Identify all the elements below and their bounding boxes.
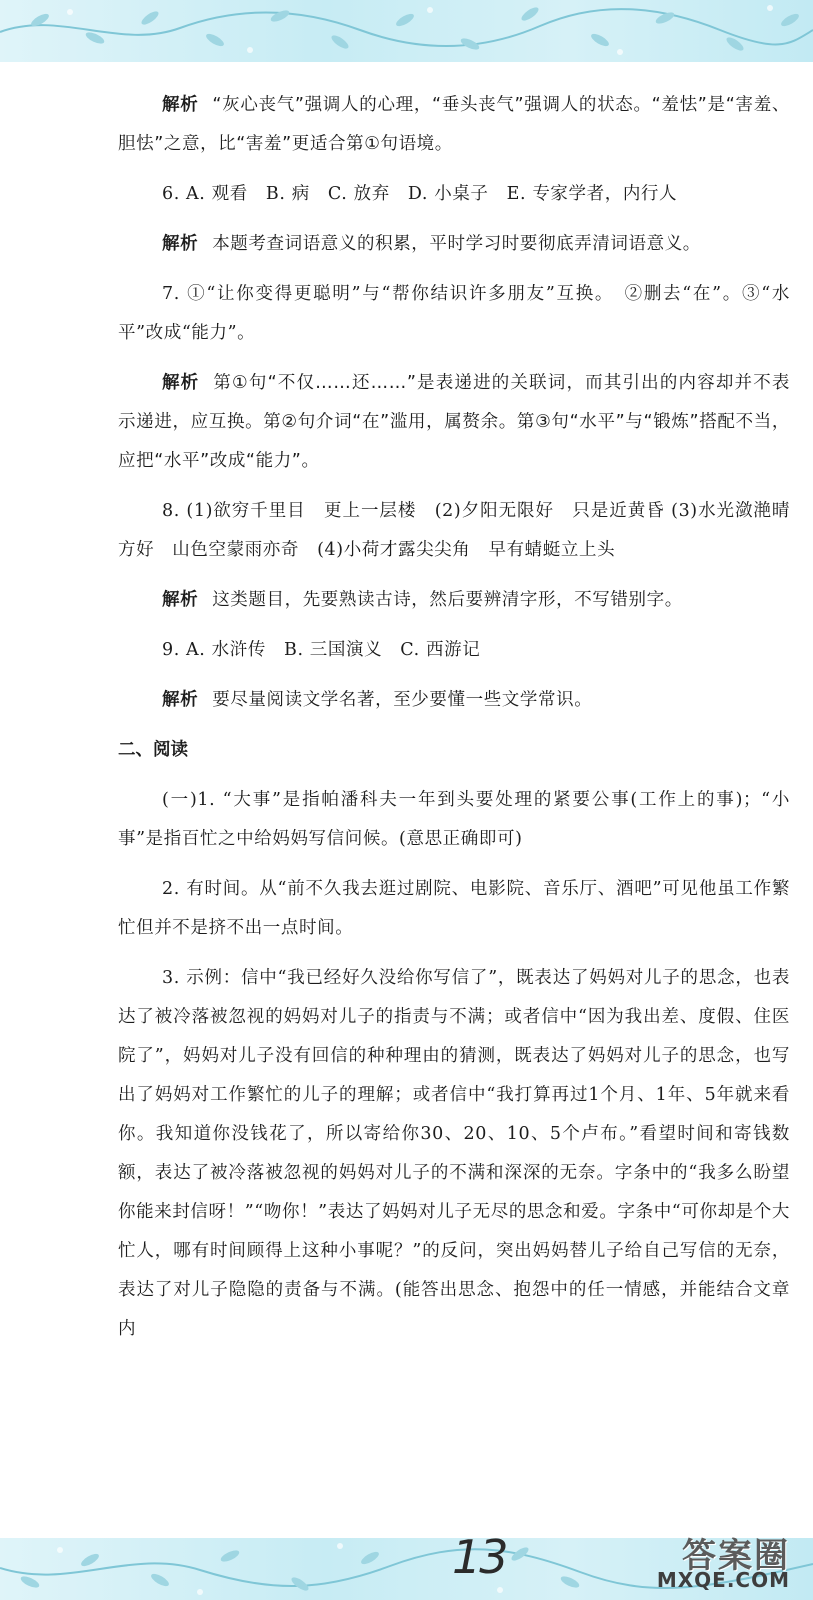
answer-8: 8. (1)欲穷千里目 更上一层楼 (2)夕阳无限好 只是近黄昏 (3)水光潋滟晴方好 山色空蒙雨亦奇 (4)小荷才露尖尖角 早有蜻蜓立上头 xyxy=(118,501,790,560)
analysis-label: 解析 xyxy=(162,95,199,115)
watermark xyxy=(598,1528,798,1598)
answer-6: 6. A. 观看 B. 病 C. 放弃 D. 小桌子 E. 专家学者，内行人 xyxy=(162,184,678,204)
analysis-paragraph xyxy=(118,681,790,720)
reading-answer-3: 3. 示例：信中“我已经好久没给你写信了”，既表达了妈妈对儿子的思念，也表达了被冷落被忽视的妈妈对儿子的指责与不满；或者信中“因为我出差、度假、住医院了”，妈妈对儿子没有回信的种种理由的猜测，既表达了妈妈对儿子的思念，也写出了妈妈对工作繁忙的儿子的理解；或者信中“我打算再过1个月、1年、5年就来看你。我知道你没钱花了，所以寄给你30、20、10、5个卢布。”看望时间和寄钱数额，表达了被冷落被忽视的妈妈对儿子的不满和深深的无奈。字条中的“我多么盼望你能来封信呀！”“吻你！”表达了妈妈对儿子无尽的思念和爱。字条中“可你却是个大忙人，哪有时间顾得上这种小事呢？”的反问，突出妈妈替儿子给自己写信的无奈，表达了对儿子隐隐的责备与不满。(能答出思念、抱怨中的任一情感，并能结合文章内 xyxy=(118,968,790,1339)
analysis-text: 这类题目，先要熟读古诗，然后要辨清字形，不写错别字。 xyxy=(212,590,683,610)
analysis-paragraph xyxy=(118,225,790,264)
top-decorative-border xyxy=(0,0,813,62)
analysis-paragraph xyxy=(0,86,790,164)
analysis-label: 解析 xyxy=(162,373,200,393)
analysis-label: 解析 xyxy=(162,590,199,610)
vine-pattern-top xyxy=(0,0,813,62)
answer-7: 7. ①“让你变得更聪明”与“帮你结识许多朋友”互换。 ②删去“在”。③“水平”改成“能力”。 xyxy=(118,284,790,343)
page-number: 13 xyxy=(452,1530,507,1584)
analysis-label: 解析 xyxy=(162,234,199,254)
reading-answer-2: 2. 有时间。从“前不久我去逛过剧院、电影院、音乐厅、酒吧”可见他虽工作繁忙但并不是挤不出一点时间。 xyxy=(118,879,790,938)
analysis-text: 第①句“不仅……还……”是表递进的关联词，而其引出的内容却并不表示递进，应互换。第②句介词“在”滥用，属赘余。第③句“水平”与“锻炼”搭配不当，应把“水平”改成“能力”。 xyxy=(118,373,790,471)
analysis-text: “灰心丧气”强调人的心理，“垂头丧气”强调人的状态。“羞怯”是“害羞、胆怯”之意，比“害羞”更适合第①句语境。 xyxy=(118,95,790,154)
analysis-label: 解析 xyxy=(162,690,199,710)
reading-answer-1: (一)1. “大事”是指帕潘科夫一年到头要处理的紧要公事(工作上的事)；“小事”是指百忙之中给妈妈写信问候。(意思正确即可) xyxy=(118,790,790,849)
analysis-text: 要尽量阅读文学名著，至少要懂一些文学常识。 xyxy=(212,690,593,710)
analysis-paragraph xyxy=(118,364,790,481)
analysis-paragraph xyxy=(118,581,790,620)
watermark-url: MXQE.COM xyxy=(656,1568,790,1592)
analysis-text: 本题考查词语意义的积累，平时学习时要彻底弄清词语意义。 xyxy=(212,234,701,254)
section-heading-reading: 二、阅读 xyxy=(118,740,188,760)
watermark-logo-text: 答案圈 xyxy=(682,1536,790,1576)
answer-9: 9. A. 水浒传 B. 三国演义 C. 西游记 xyxy=(162,640,481,660)
answer-content xyxy=(118,86,790,1360)
